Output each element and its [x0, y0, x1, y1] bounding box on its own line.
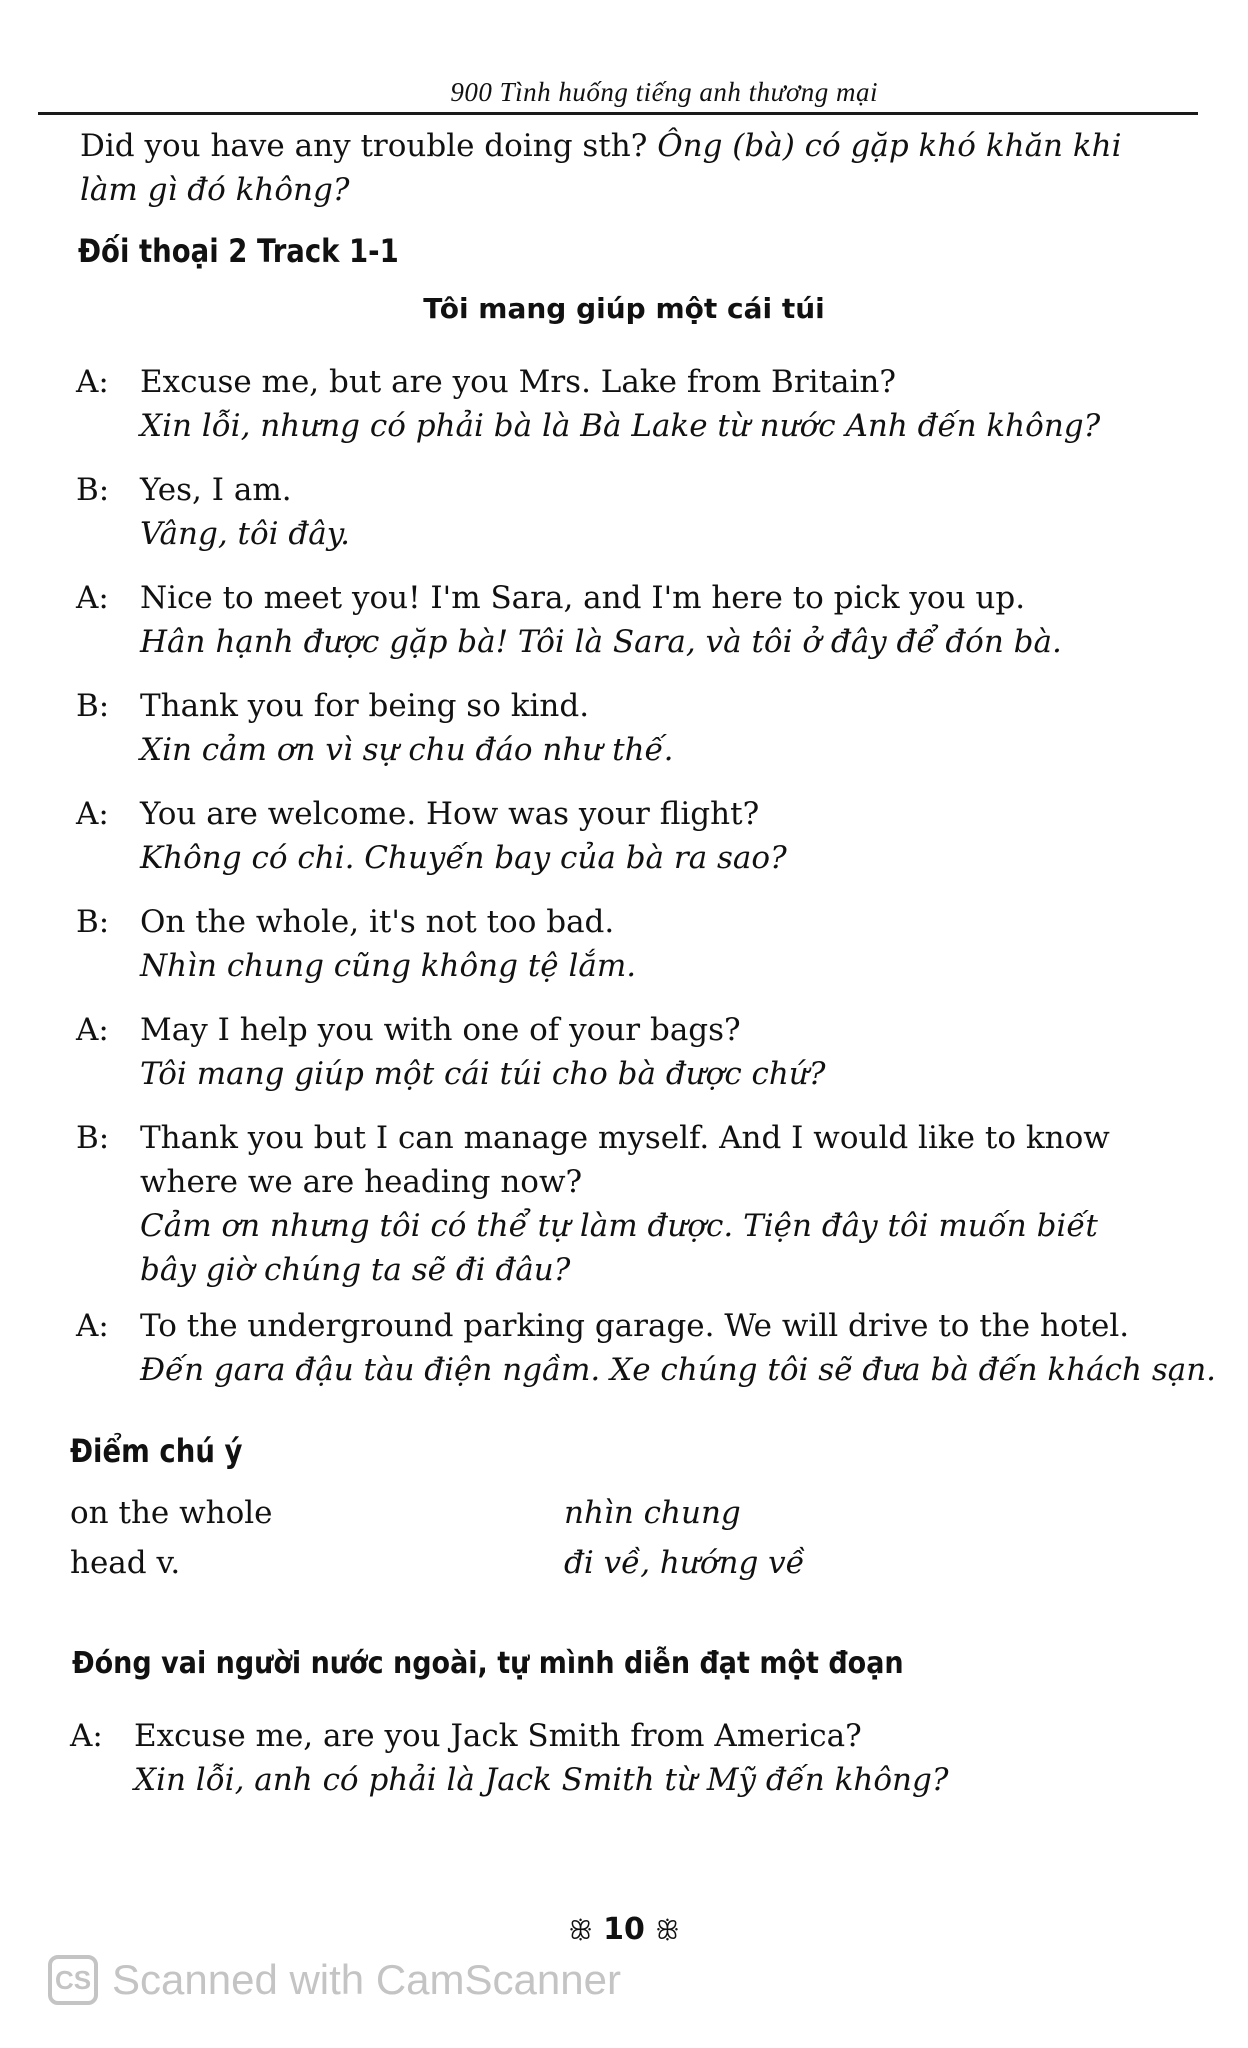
intro-phrase	[80, 124, 1200, 212]
intro-vi-1: Ông (bà) có gặp khó khăn khi	[657, 128, 1122, 164]
dialogue-turn	[76, 1116, 1206, 1292]
ornament-right-icon: ꕥ	[655, 1916, 680, 1946]
dialogue-line-vi: Không có chi. Chuyến bay của bà ra sao?	[140, 840, 787, 876]
vocab-meaning: đi về, hướng về	[564, 1545, 805, 1581]
dialogue-line-en: To the underground parking garage. We will drive to the hotel.	[140, 1308, 1130, 1344]
speaker-label: A:	[76, 364, 109, 400]
dialogue-line-en: May I help you with one of your bags?	[140, 1012, 741, 1048]
dialogue-turn	[76, 684, 1206, 772]
running-title: 900 Tình huống tiếng anh thương mại	[450, 77, 878, 107]
dialogue-line-en: Nice to meet you! I'm Sara, and I'm here to pick you up.	[140, 580, 1026, 616]
speaker-label: B:	[76, 1120, 110, 1156]
dialogue-line-vi: Xin cảm ơn vì sự chu đáo như thế.	[140, 732, 674, 768]
dialogue-turn	[76, 792, 1206, 880]
dialogue-heading: Đối thoại 2 Track 1-1	[78, 232, 399, 270]
dialogue-line-vi: Đến gara đậu tàu điện ngầm. Xe chúng tôi sẽ đưa bà đến khách sạn.	[140, 1352, 1217, 1388]
dialogue-line-vi: Xin lỗi, nhưng có phải bà là Bà Lake từ nước Anh đến không?	[140, 408, 1101, 444]
running-header	[38, 70, 1198, 115]
vocab-item	[70, 1538, 1070, 1588]
vocab-item	[70, 1488, 1070, 1538]
dialogue-turn	[76, 576, 1206, 664]
dialogue-line-vi: Hân hạnh được gặp bà! Tôi là Sara, và tôi ở đây để đón bà.	[140, 624, 1062, 660]
roleplay-turn	[70, 1714, 1200, 1802]
dialogue-line-vi: bây giờ chúng ta sẽ đi đâu?	[140, 1252, 571, 1288]
vocab-meaning: nhìn chung	[564, 1495, 741, 1531]
speaker-label: A:	[76, 1308, 109, 1344]
page-number: 10	[603, 1912, 645, 1947]
intro-vi-2: làm gì đó không?	[80, 172, 350, 208]
dialogue-turn	[76, 360, 1206, 448]
notes-heading: Điểm chú ý	[70, 1432, 243, 1470]
dialogue-line-en: You are welcome. How was your flight?	[140, 796, 760, 832]
dialogue-line-en: where we are heading now?	[140, 1164, 583, 1200]
dialogue-line-en: Yes, I am.	[140, 472, 292, 508]
dialogue-line-en: Excuse me, but are you Mrs. Lake from Britain?	[140, 364, 897, 400]
dialogue-line-en: On the whole, it's not too bad.	[140, 904, 615, 940]
dialogue-turn	[76, 900, 1206, 988]
dialogue-subtitle: Tôi mang giúp một cái túi	[423, 292, 825, 325]
camscanner-watermark	[48, 1950, 621, 2010]
dialogue-line-vi: Tôi mang giúp một cái túi cho bà được chứ?	[140, 1056, 826, 1092]
intro-en: Did you have any trouble doing sth?	[80, 128, 648, 164]
roleplay-vi: Xin lỗi, anh có phải là Jack Smith từ Mỹ đến không?	[134, 1762, 949, 1798]
speaker-label: B:	[76, 472, 110, 508]
vocab-term: head v.	[70, 1545, 181, 1581]
dialogue-turn	[76, 1008, 1206, 1096]
speaker-label: A:	[76, 796, 109, 832]
dialogue-line-en: Thank you but I can manage myself. And I would like to know	[140, 1120, 1110, 1156]
vocab-list	[70, 1488, 1070, 1588]
speaker-label: A:	[76, 1012, 109, 1048]
dialogue-line-vi: Nhìn chung cũng không tệ lắm.	[140, 948, 637, 984]
speaker-label: A:	[76, 580, 109, 616]
roleplay-en: Excuse me, are you Jack Smith from America?	[134, 1718, 862, 1754]
dialogue-line-vi: Cảm ơn nhưng tôi có thể tự làm được. Tiện đây tôi muốn biết	[140, 1208, 1098, 1244]
dialogue-line-vi: Vâng, tôi đây.	[140, 516, 351, 552]
camscanner-logo-icon: CS	[48, 1955, 98, 2005]
vocab-term: on the whole	[70, 1495, 273, 1531]
dialogue-turn	[76, 468, 1206, 556]
dialogue-turn	[76, 1304, 1217, 1392]
page-number-footer	[0, 1912, 1248, 1947]
speaker-label: B:	[76, 688, 110, 724]
watermark-text: Scanned with CamScanner	[112, 1956, 621, 2003]
roleplay-heading: Đóng vai người nước ngoài, tự mình diễn đạt một đoạn	[72, 1646, 904, 1681]
ornament-left-icon: ꕥ	[568, 1916, 593, 1946]
speaker-label: B:	[76, 904, 110, 940]
dialogue-line-en: Thank you for being so kind.	[140, 688, 590, 724]
speaker-label: A:	[70, 1718, 103, 1754]
